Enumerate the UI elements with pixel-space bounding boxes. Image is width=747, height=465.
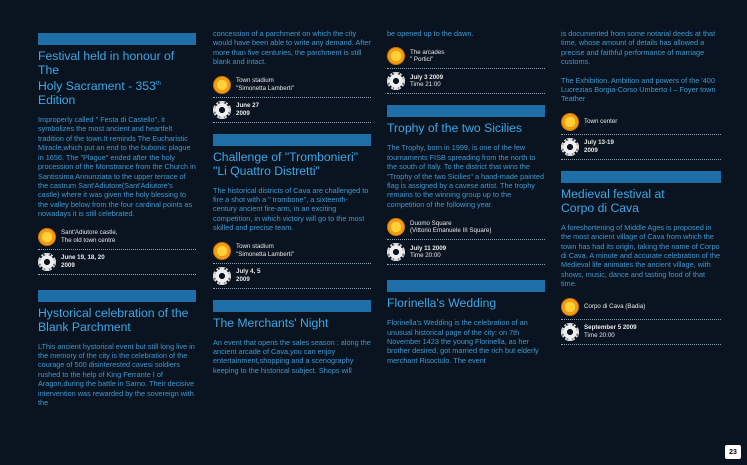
sun-icon — [213, 242, 231, 260]
divider — [561, 134, 721, 135]
clock-icon — [38, 253, 56, 271]
clock-icon — [213, 267, 231, 285]
clock-icon — [561, 323, 579, 341]
merchants-title: The Merchants' Night — [213, 315, 329, 330]
trombonieri-date: July 4, 5 2009 — [213, 267, 371, 285]
divider — [213, 263, 371, 264]
florinella-continued: is documented from some notarial deeds at that time, whose amount of details has allowed a precise and faithful performance of marriage customs. — [561, 29, 716, 67]
medieval-place: Corpo di Cava (Badia) — [561, 298, 721, 316]
section-bar — [213, 134, 371, 146]
divider — [387, 264, 545, 265]
trophy-body: The Trophy, born in 1999, is one of the few tournaments FISB spreading from the north to the south of Italy. To the district that wins the "Trophy of the two Sicilies" a hand-made painted flag is assigned by a cavese artist. The trophy remains to the winning group up to the competition of the following year. — [387, 143, 545, 209]
festival-date: June 19, 18, 20 2009 — [38, 253, 196, 271]
column-1 — [38, 33, 196, 416]
divider — [38, 274, 196, 275]
page-number: 23 — [725, 445, 741, 459]
section-bar — [387, 280, 545, 292]
divider — [38, 249, 196, 250]
medieval-body: A foreshortening of Middle Ages is proposed in the most ancient village of Cava from which the town has had its origin, taking the name of Corpo di Cava. A minute and accurate celebration of the Medieval life animates the ancient village, with shows, music, dance and tasting food of that time. — [561, 222, 721, 289]
clock-icon — [387, 72, 405, 90]
sun-icon — [561, 298, 579, 316]
medieval-title: Medieval festival at Corpo di Cava — [561, 186, 665, 215]
trombonieri-title: Challenge of "Trombonieri" "Li Quattro Distretti" — [213, 149, 359, 178]
divider — [213, 97, 371, 98]
trombonieri-body: The historical districts of Cava are challenged to fire a shot with a " trombone", a sixteenth-century ancient fire-arm, in an exciting competition, in which victory will go to the most skilled and precise team. — [213, 185, 369, 233]
town-center-place: Town center — [561, 113, 721, 131]
section-bar — [387, 105, 545, 117]
divider — [387, 68, 545, 69]
clock-icon — [387, 243, 405, 261]
clock-icon — [561, 138, 579, 156]
blank-parchment-continued: concession of a parchment on which the city would have been able to write any demand. After more than five centuries, the parchment is still blank and intact. — [213, 29, 371, 67]
medieval-date: September 5 2009 Time 20:00 — [561, 323, 721, 341]
column-4 — [561, 29, 721, 352]
divider — [213, 288, 371, 289]
section-bar — [561, 171, 721, 183]
festival-place: Sant'Adiutore castle, The old town centre — [38, 228, 196, 246]
parchment-date: June 27 2009 — [213, 101, 371, 119]
arcades-place: The arcades " Portici" — [387, 47, 545, 65]
section-bar — [38, 33, 196, 45]
sun-icon — [213, 76, 231, 94]
trophy-place: Duomo Square (Vittorio Emanuele III Square) — [387, 218, 545, 236]
florinella-body: Florinella's Wedding is the celebration of an unusual historical page of the city: on 7th November 1423 the young Florinella, as her brother desired, got married the rich but elderly merchant Risoctulo. The event — [387, 318, 539, 365]
section-bar — [38, 290, 196, 302]
festival-body: Improperly called " Festa di Castello", it symbolizes the most ancient and heartfelt tradition of the town.It reminds The Eucharistic Miracle,which put an end to the bubonic plague in 1656. The "Plague" ended after the holy procession of the Monstrance from the Church in Santissima Annunziata to the upper terrace of the castrum Sant'Adiutore(Sant'Adiutore's castle) where it was given the holy blessing to the valley below from the four cardinal points as nowadays it is still celebrated. — [38, 115, 196, 219]
historical-title: Hystorical celebration of the Blank Parchment — [38, 305, 189, 334]
column-3 — [387, 29, 545, 374]
column-2 — [213, 29, 371, 384]
clock-icon — [213, 101, 231, 119]
divider — [561, 159, 721, 160]
parchment-place: Town stadium "Simonetta Lamberti" — [213, 76, 371, 94]
sun-icon — [387, 47, 405, 65]
merchants-continued: be opened up to the dawn. — [387, 29, 474, 38]
merchants-body: An event that opens the sales season : along the ancient arcade of Cava,you can enjoy entertainment,shopping and a scenography keeping to the historical subject. Shops will — [213, 337, 371, 375]
section-bar — [213, 300, 371, 312]
divider — [561, 344, 721, 345]
exhibition-text: The Exhibition. Ambition and powers of the '400 Lucrezias Borgia-Corso Umberto I – Foyer town Teather — [561, 75, 716, 104]
sun-icon — [38, 228, 56, 246]
arcades-date: July 3 2009 Time 21:00 — [387, 72, 545, 90]
town-center-date: July 13-19 2009 — [561, 138, 721, 156]
trombonieri-place: Town stadium "Simonetta Lamberti" — [213, 242, 371, 260]
historical-body: LThis ancient hystorical event but still long live in the memory of the city is the celebration of the courage of 500 disinterested cavesi soldiers rushed to the help of King Ferrante I of Aragon,during the battle in Sarno. Their decisive intervention was rewarded by the sovereign with the — [38, 341, 195, 407]
sun-icon — [387, 218, 405, 236]
trophy-title: Trophy of the two Sicilies — [387, 121, 523, 136]
divider — [561, 319, 721, 320]
florinella-title: Florinella's Wedding — [387, 296, 497, 311]
festival-title: Festival held in honour of The Holy Sacrament - 353th Edition — [38, 49, 175, 108]
divider — [387, 93, 545, 94]
divider — [213, 122, 371, 123]
sun-icon — [561, 113, 579, 131]
divider — [387, 239, 545, 240]
trophy-date: July 11 2009 Time 20:00 — [387, 243, 545, 261]
